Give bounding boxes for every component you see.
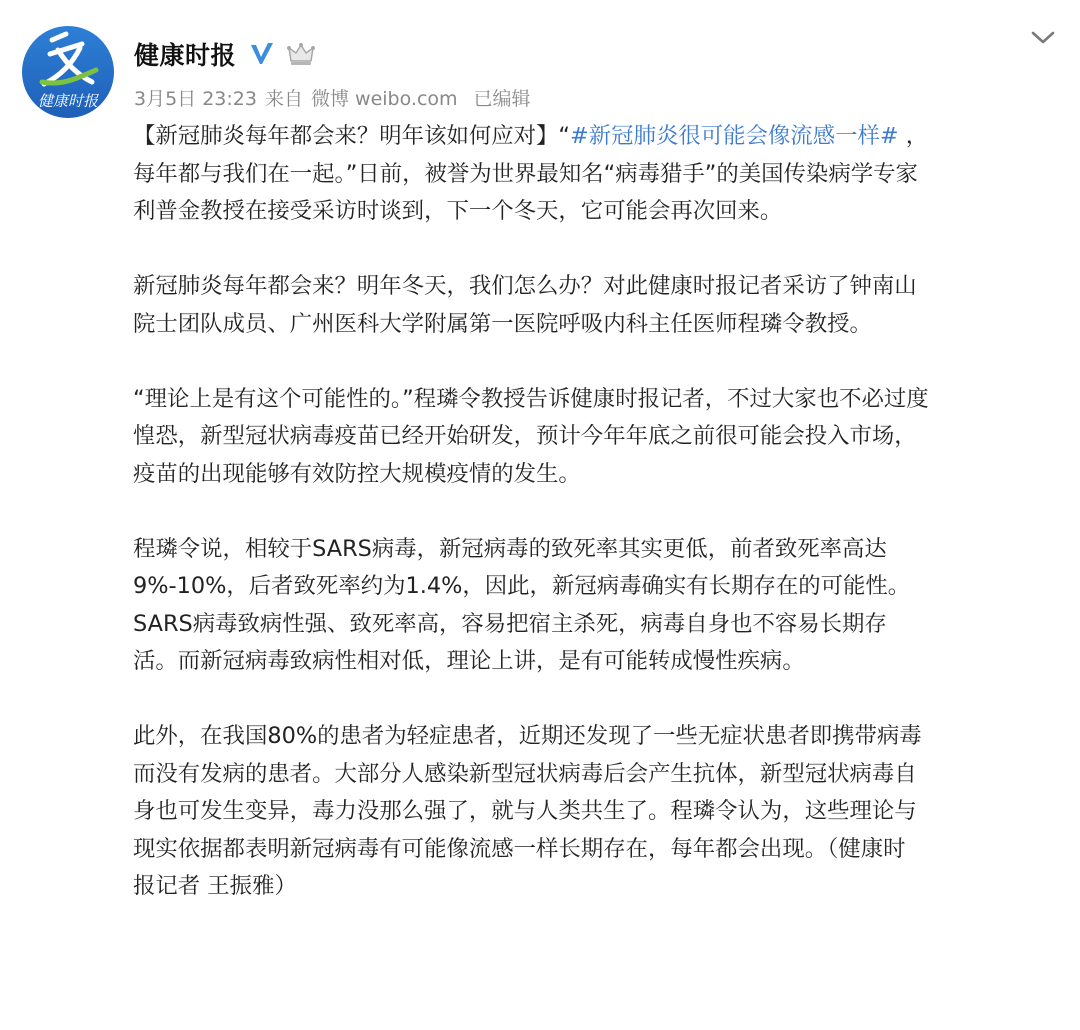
post-source[interactable]: 微博 weibo.com	[311, 88, 458, 110]
post-header	[134, 36, 316, 72]
post-timestamp[interactable]: 3月5日 23:23	[134, 88, 257, 110]
avatar-logo-icon	[22, 26, 114, 118]
paragraph-1	[133, 118, 1053, 231]
post-body	[133, 118, 1053, 943]
paragraph-3: “理论上是有这个可能性的。”程璘令教授告诉健康时报记者，不过大家也不必过度 惶恐，新型冠状病毒疫苗已经开始研发，预计今年年底之前很可能会投入市场， 疫苗的出现能够有效防控大规模疫情的发生。	[133, 385, 929, 487]
edited-label[interactable]: 已编辑	[473, 88, 531, 110]
paragraph-1-rest: 每年都与我们在一起。”日前，被誉为世界最知名“病毒猎手”的美国传染病学专家 利普金教授在接受采访时谈到，下一个冬天，它可能会再次回来。	[133, 160, 918, 224]
verified-v-icon	[248, 40, 276, 68]
hashtag-link[interactable]: #新冠肺炎很可能会像流感一样#	[570, 123, 899, 149]
account-name[interactable]: 健康时报	[134, 41, 237, 70]
source-prefix: 来自	[264, 88, 303, 110]
crown-icon[interactable]	[286, 40, 316, 68]
paragraph-2: 新冠肺炎每年都会来？明年冬天，我们怎么办？对此健康时报记者采访了钟南山 院士团队成员、广州医科大学附属第一医院呼吸内科主任医师程璘令教授。	[133, 273, 917, 337]
post-meta	[134, 84, 539, 111]
chevron-down-icon[interactable]	[1028, 26, 1058, 50]
paragraph-4: 程璘令说，相较于SARS病毒，新冠病毒的致死率其实更低，前者致死率高达 9%-10%，后者致死率约为1.4%，因此，新冠病毒确实有长期存在的可能性。 SARS病毒致病性强、致死率高，容易把宿主杀死，病毒自身也不容易长期存 活。而新冠病毒致病性相对低，理论上讲，是有可能转成慢性疾病。	[133, 535, 911, 674]
paragraph-1-comma: ，	[898, 123, 929, 149]
paragraph-5: 此外，在我国80%的患者为轻症患者，近期还发现了一些无症状患者即携带病毒 而没有发病的患者。大部分人感染新型冠状病毒后会产生抗体，新型冠状病毒自 身也可发生变异，毒力没那么强了，就与人类共生了。程璘令认为，这些理论与 现实依据都表明新冠病毒有可能像流感一样长期存在，每年都会出现。（健康时 报记者 王振雅）	[133, 723, 922, 899]
avatar-text: 健康时报	[37, 92, 99, 110]
avatar[interactable]	[22, 26, 114, 118]
paragraph-1-lead: 【新冠肺炎每年都会来？明年该如何应对】“	[133, 123, 571, 149]
